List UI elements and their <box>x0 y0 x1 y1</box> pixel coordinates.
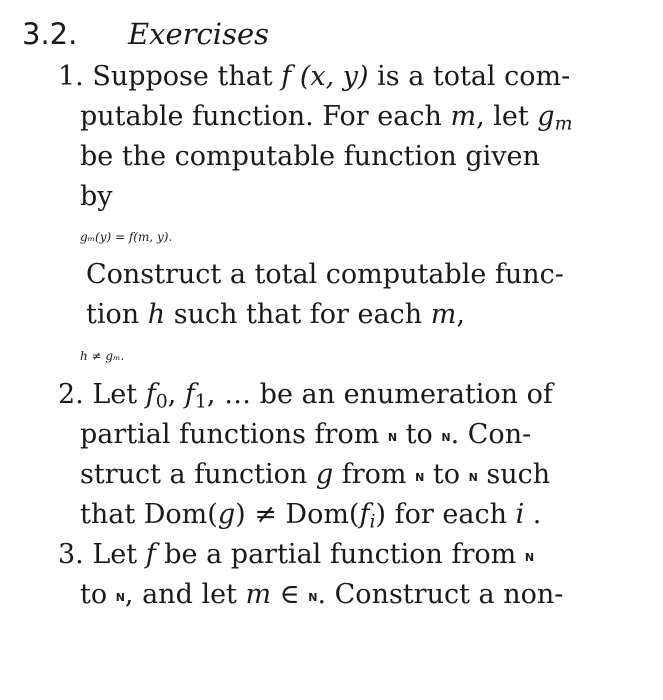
exercise-1-line-1: 1. Suppose that f (x, y) is a total com- <box>58 61 571 92</box>
exercise-2-line-2: partial functions from N to N. Con- <box>80 419 532 450</box>
exercise-1-display-equation: gₘ(y) = f(m, y). <box>80 230 173 244</box>
exercise-1-line-3: be the computable function given <box>80 141 540 172</box>
section-number: 3.2. <box>22 17 78 51</box>
exercise-2-line-3: struct a function g from N to N such <box>80 459 551 490</box>
exercise-1-line-2: putable function. For each m, let $g_m$ <box>80 101 573 135</box>
exercise-3-line-1: 3. Let f be a partial function from N <box>58 539 535 570</box>
exercise-3-line-2: to N, and let m ∈ N. Construct a non- <box>80 579 564 610</box>
exercise-2-line-1: 2. Let $f_0$, $f_1$, … be an enumeration of <box>58 379 553 413</box>
exercise-1-inequality: h ≠ gₘ. <box>80 349 125 363</box>
section-title: Exercises <box>128 17 269 51</box>
exercise-1-line-6: tion h such that for each m, <box>86 299 465 330</box>
exercise-2-line-4: that $Dom(g) \ne Dom(f_i)$ for each i . <box>80 499 542 533</box>
exercise-1-line-4: by <box>80 181 113 212</box>
exercise-1-line-5: Construct a total computable func- <box>86 259 564 290</box>
